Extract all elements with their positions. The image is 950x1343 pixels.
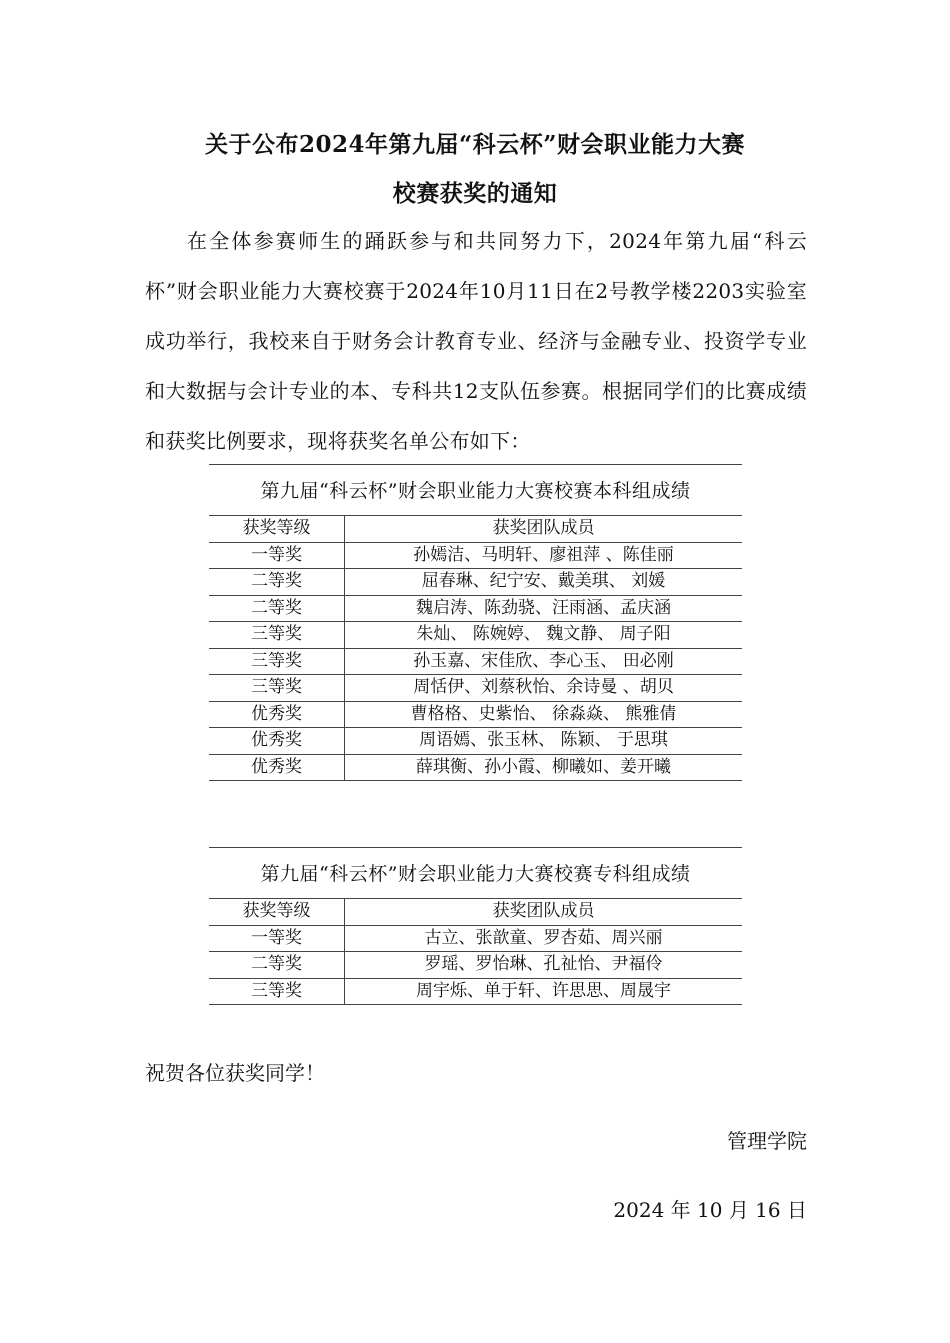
team-members-cell: 朱灿、 陈婉婷、 魏文静、 周子阳 bbox=[345, 622, 743, 649]
document-title-line2: 校赛获奖的通知 bbox=[392, 180, 558, 207]
team-members-cell: 古立、张歆童、罗杏茹、周兴丽 bbox=[345, 925, 743, 952]
team-members-cell: 孙玉嘉、宋佳欣、李心玉、 田必刚 bbox=[345, 648, 743, 675]
award-level-cell: 二等奖 bbox=[209, 569, 345, 596]
award-level-cell: 二等奖 bbox=[209, 952, 345, 979]
award-level-cell: 二等奖 bbox=[209, 595, 345, 622]
congratulations-text: 祝贺各位获奖同学！ bbox=[145, 1061, 325, 1085]
team-members-cell: 魏启涛、陈劲骁、汪雨涵、孟庆涵 bbox=[345, 595, 743, 622]
table-row bbox=[209, 925, 742, 952]
results-table bbox=[209, 899, 742, 1005]
table-row bbox=[209, 542, 742, 569]
header-team-members: 获奖团队成员 bbox=[345, 899, 743, 925]
table-row bbox=[209, 754, 742, 781]
award-level-cell: 一等奖 bbox=[209, 925, 345, 952]
table-row bbox=[209, 978, 742, 1005]
award-level-cell: 一等奖 bbox=[209, 542, 345, 569]
issue-date: 2024 年 10 月 16 日 bbox=[613, 1198, 807, 1222]
award-level-cell: 优秀奖 bbox=[209, 701, 345, 728]
award-level-cell: 三等奖 bbox=[209, 622, 345, 649]
team-members-cell: 罗瑶、罗怡琳、孔祉怡、尹福伶 bbox=[345, 952, 743, 979]
header-award-level: 获奖等级 bbox=[209, 516, 345, 542]
table-row bbox=[209, 648, 742, 675]
results-table bbox=[209, 516, 742, 781]
header-award-level: 获奖等级 bbox=[209, 899, 345, 925]
table-row bbox=[209, 675, 742, 702]
table-row bbox=[209, 952, 742, 979]
team-members-cell: 周宇烁、单于轩、许思思、周晟宇 bbox=[345, 978, 743, 1005]
team-members-cell: 周语嫣、张玉林、 陈颖、 于思琪 bbox=[345, 728, 743, 755]
table-header-row bbox=[209, 899, 742, 925]
team-members-cell: 周恬伊、刘蔡秋怡、余诗曼 、胡贝 bbox=[345, 675, 743, 702]
team-members-cell: 屈春琳、纪宁安、戴美琪、 刘媛 bbox=[345, 569, 743, 596]
team-members-cell: 薛琪衡、孙小霞、柳曦如、姜开曦 bbox=[345, 754, 743, 781]
table-row bbox=[209, 622, 742, 649]
undergraduate-results-table bbox=[209, 464, 742, 781]
award-level-cell: 优秀奖 bbox=[209, 728, 345, 755]
junior-college-results-table bbox=[209, 847, 742, 1005]
document-title-line1: 关于公布2024年第九届“科云杯”财会职业能力大赛 bbox=[205, 131, 745, 158]
team-members-cell: 孙嫣洁、马明轩、廖祖萍 、陈佳丽 bbox=[345, 542, 743, 569]
award-level-cell: 三等奖 bbox=[209, 648, 345, 675]
team-members-cell: 曹格格、史紫怡、 徐淼焱、 熊雅倩 bbox=[345, 701, 743, 728]
table-row bbox=[209, 728, 742, 755]
issuing-department: 管理学院 bbox=[727, 1129, 807, 1153]
table-header-row bbox=[209, 516, 742, 542]
table-row bbox=[209, 701, 742, 728]
award-level-cell: 三等奖 bbox=[209, 978, 345, 1005]
award-level-cell: 优秀奖 bbox=[209, 754, 345, 781]
table-row bbox=[209, 595, 742, 622]
table-row bbox=[209, 569, 742, 596]
header-team-members: 获奖团队成员 bbox=[345, 516, 743, 542]
table-caption: 第九届“科云杯”财会职业能力大赛校赛专科组成绩 bbox=[209, 847, 742, 899]
award-level-cell: 三等奖 bbox=[209, 675, 345, 702]
body-paragraph: 在全体参赛师生的踊跃参与和共同努力下，2024年第九届“科云杯”财会职业能力大赛校赛于2024年10月11日在2号教学楼2203实验室成功举行，我校来自于财务会计教育专业、经济与金融专业、投资学专业和大数据与会计专业的本、专科共12支队伍参赛。根据同学们的比赛成绩和获奖比例要求，现将获奖名单公布如下： bbox=[145, 229, 807, 453]
table-caption: 第九届“科云杯”财会职业能力大赛校赛本科组成绩 bbox=[209, 464, 742, 516]
